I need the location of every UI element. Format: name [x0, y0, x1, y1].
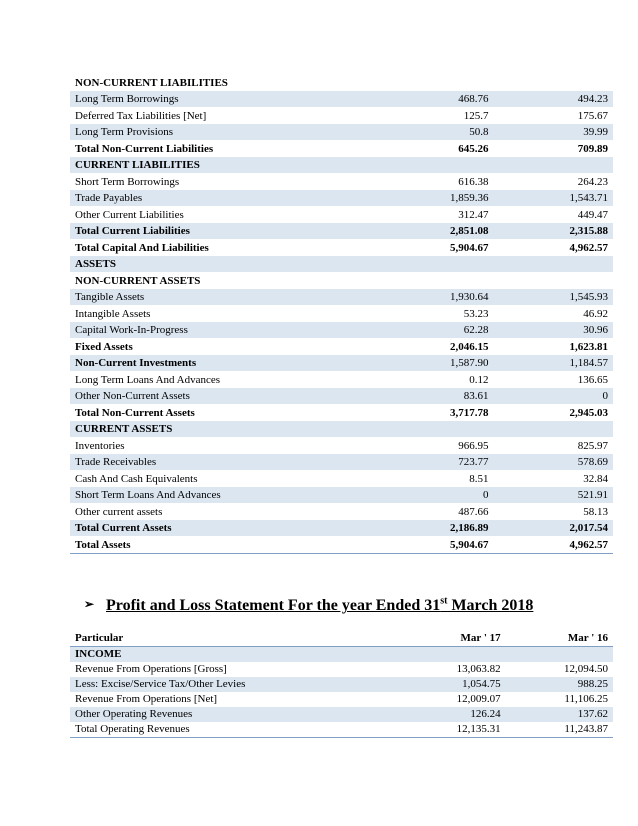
pl-row — [70, 692, 613, 707]
pl-row — [70, 722, 613, 738]
balance-sheet-row — [70, 421, 613, 438]
row-value-2: 30.96 — [494, 322, 613, 339]
row-value-2: 32.84 — [494, 471, 613, 488]
row-label: Trade Receivables — [70, 454, 383, 471]
row-value-2: 988.25 — [506, 677, 613, 692]
balance-sheet-row — [70, 405, 613, 422]
pl-row — [70, 647, 613, 663]
row-value-1: 1,930.64 — [383, 289, 493, 306]
row-value-1: 1,587.90 — [383, 355, 493, 372]
balance-sheet-row — [70, 504, 613, 521]
row-value-2: 137.62 — [506, 707, 613, 722]
pl-row — [70, 662, 613, 677]
balance-sheet-row — [70, 289, 613, 306]
balance-sheet-row — [70, 141, 613, 158]
row-label: Short Term Loans And Advances — [70, 487, 383, 504]
balance-sheet-row — [70, 91, 613, 108]
row-label: Revenue From Operations [Net] — [75, 693, 218, 705]
balance-sheet-row — [70, 454, 613, 471]
row-value-1: 12,135.31 — [456, 723, 501, 735]
row-value-2 — [494, 273, 613, 290]
pl-header-col2: Mar ' 16 — [506, 630, 613, 647]
row-value-1: 50.8 — [383, 124, 493, 141]
pl-row — [70, 707, 613, 722]
row-value-2: 58.13 — [494, 504, 613, 521]
row-value-1: 5,904.67 — [383, 240, 493, 257]
balance-sheet-row — [70, 471, 613, 488]
pl-title-suffix: March 2018 — [447, 597, 534, 615]
row-value-2 — [494, 256, 613, 273]
row-label: Cash And Cash Equivalents — [70, 471, 383, 488]
row-value-2: 0 — [494, 388, 613, 405]
row-value-2: 494.23 — [494, 91, 613, 108]
row-value-2: 136.65 — [494, 372, 613, 389]
row-value-1: 12,009.07 — [456, 693, 501, 705]
balance-sheet-row — [70, 438, 613, 455]
balance-sheet-table — [70, 74, 613, 554]
row-value-1: 2,851.08 — [383, 223, 493, 240]
row-value-1: 8.51 — [383, 471, 493, 488]
row-label: Intangible Assets — [70, 306, 383, 323]
row-label: INCOME — [70, 647, 397, 663]
row-value-1 — [397, 647, 505, 663]
balance-sheet-row — [70, 322, 613, 339]
row-value-1: 13,063.82 — [456, 663, 501, 675]
balance-sheet-row — [70, 108, 613, 125]
row-label: Total Current Liabilities — [70, 223, 383, 240]
row-label: Total Capital And Liabilities — [70, 240, 383, 257]
row-value-1: 616.38 — [383, 174, 493, 191]
row-value-2: 264.23 — [494, 174, 613, 191]
row-value-1: 53.23 — [383, 306, 493, 323]
row-value-2: 709.89 — [494, 141, 613, 158]
pl-table — [70, 630, 613, 738]
row-value-1: 723.77 — [383, 454, 493, 471]
row-value-1: 125.7 — [383, 108, 493, 125]
row-value-2: 1,545.93 — [494, 289, 613, 306]
balance-sheet-row — [70, 306, 613, 323]
row-value-1: 2,046.15 — [383, 339, 493, 356]
row-label: Fixed Assets — [70, 339, 383, 356]
row-value-1: 3,717.78 — [383, 405, 493, 422]
row-value-1: 645.26 — [383, 141, 493, 158]
balance-sheet-row — [70, 372, 613, 389]
row-value-2: 1,623.81 — [494, 339, 613, 356]
row-value-2 — [506, 647, 613, 663]
balance-sheet-row — [70, 174, 613, 191]
row-label: Other Non-Current Assets — [70, 388, 383, 405]
row-value-2 — [494, 157, 613, 174]
balance-sheet-row — [70, 355, 613, 372]
row-value-2: 2,315.88 — [494, 223, 613, 240]
row-label: Total Operating Revenues — [75, 723, 190, 735]
row-value-2: 578.69 — [494, 454, 613, 471]
balance-sheet-row — [70, 190, 613, 207]
row-label: Trade Payables — [70, 190, 383, 207]
row-value-2: 1,184.57 — [494, 355, 613, 372]
balance-sheet-row — [70, 256, 613, 273]
row-value-1: 487.66 — [383, 504, 493, 521]
arrow-bullet-icon: ➢ — [84, 597, 95, 612]
balance-sheet-row — [70, 273, 613, 290]
row-value-1: 2,186.89 — [383, 520, 493, 537]
row-value-1: 966.95 — [383, 438, 493, 455]
row-value-1: 1,054.75 — [397, 677, 505, 692]
row-label: Other Operating Revenues — [70, 707, 397, 722]
row-label: CURRENT LIABILITIES — [70, 157, 383, 174]
row-value-2: 825.97 — [494, 438, 613, 455]
pl-title-text: Profit and Loss Statement For the year Ended 31 — [106, 597, 441, 615]
row-label: Inventories — [70, 438, 383, 455]
row-value-2: 1,543.71 — [494, 190, 613, 207]
balance-sheet-row — [70, 207, 613, 224]
row-label: Long Term Borrowings — [70, 91, 383, 108]
row-value-1: 62.28 — [383, 322, 493, 339]
row-label: Total Current Assets — [70, 520, 383, 537]
row-value-2: 46.92 — [494, 306, 613, 323]
row-value-1 — [383, 256, 493, 273]
row-value-2: 39.99 — [494, 124, 613, 141]
row-value-1 — [383, 421, 493, 438]
row-value-2 — [494, 421, 613, 438]
row-value-1: 126.24 — [397, 707, 505, 722]
pl-header-col1: Mar ' 17 — [397, 630, 505, 647]
pl-header-row — [70, 630, 613, 647]
balance-sheet-row — [70, 339, 613, 356]
balance-sheet-row — [70, 223, 613, 240]
row-label: Deferred Tax Liabilities [Net] — [70, 108, 383, 125]
row-value-1 — [383, 75, 493, 92]
row-value-2: 4,962.57 — [494, 240, 613, 257]
row-value-1 — [383, 273, 493, 290]
balance-sheet-row — [70, 388, 613, 405]
row-label: Total Assets — [70, 537, 383, 554]
pl-title-sup: st — [440, 596, 448, 607]
row-value-2: 449.47 — [494, 207, 613, 224]
row-label: Other current assets — [70, 504, 383, 521]
row-label: Long Term Loans And Advances — [70, 372, 383, 389]
pl-heading — [84, 596, 533, 615]
row-value-2: 4,962.57 — [494, 537, 613, 554]
row-label: Total Non-Current Assets — [70, 405, 383, 422]
row-label: Less: Excise/Service Tax/Other Levies — [70, 677, 397, 692]
row-value-1: 1,859.36 — [383, 190, 493, 207]
pl-header-particular: Particular — [70, 630, 397, 647]
row-label: NON-CURRENT LIABILITIES — [70, 75, 383, 92]
balance-sheet-row — [70, 75, 613, 92]
row-value-2 — [494, 75, 613, 92]
row-value-2: 11,106.25 — [564, 693, 608, 705]
row-label: Total Non-Current Liabilities — [70, 141, 383, 158]
row-value-2: 521.91 — [494, 487, 613, 504]
row-label: Short Term Borrowings — [70, 174, 383, 191]
balance-sheet-row — [70, 240, 613, 257]
row-value-1: 5,904.67 — [383, 537, 493, 554]
row-value-2: 2,945.03 — [494, 405, 613, 422]
pl-row — [70, 677, 613, 692]
balance-sheet-row — [70, 520, 613, 537]
row-label: Capital Work-In-Progress — [70, 322, 383, 339]
row-value-1: 0 — [383, 487, 493, 504]
row-label: Non-Current Investments — [70, 355, 383, 372]
row-label: Tangible Assets — [70, 289, 383, 306]
row-label: CURRENT ASSETS — [70, 421, 383, 438]
row-label: Revenue From Operations [Gross] — [75, 663, 227, 675]
row-value-1: 312.47 — [383, 207, 493, 224]
balance-sheet-row — [70, 487, 613, 504]
row-label: ASSETS — [70, 256, 383, 273]
row-value-2: 11,243.87 — [564, 723, 608, 735]
balance-sheet-row — [70, 124, 613, 141]
row-label: Long Term Provisions — [70, 124, 383, 141]
row-value-2: 12,094.50 — [564, 663, 608, 675]
balance-sheet-row — [70, 157, 613, 174]
balance-sheet-row — [70, 537, 613, 554]
row-label: Other Current Liabilities — [70, 207, 383, 224]
row-value-1: 468.76 — [383, 91, 493, 108]
row-value-2: 2,017.54 — [494, 520, 613, 537]
row-value-1: 83.61 — [383, 388, 493, 405]
row-label: NON-CURRENT ASSETS — [70, 273, 383, 290]
row-value-2: 175.67 — [494, 108, 613, 125]
row-value-1: 0.12 — [383, 372, 493, 389]
row-value-1 — [383, 157, 493, 174]
